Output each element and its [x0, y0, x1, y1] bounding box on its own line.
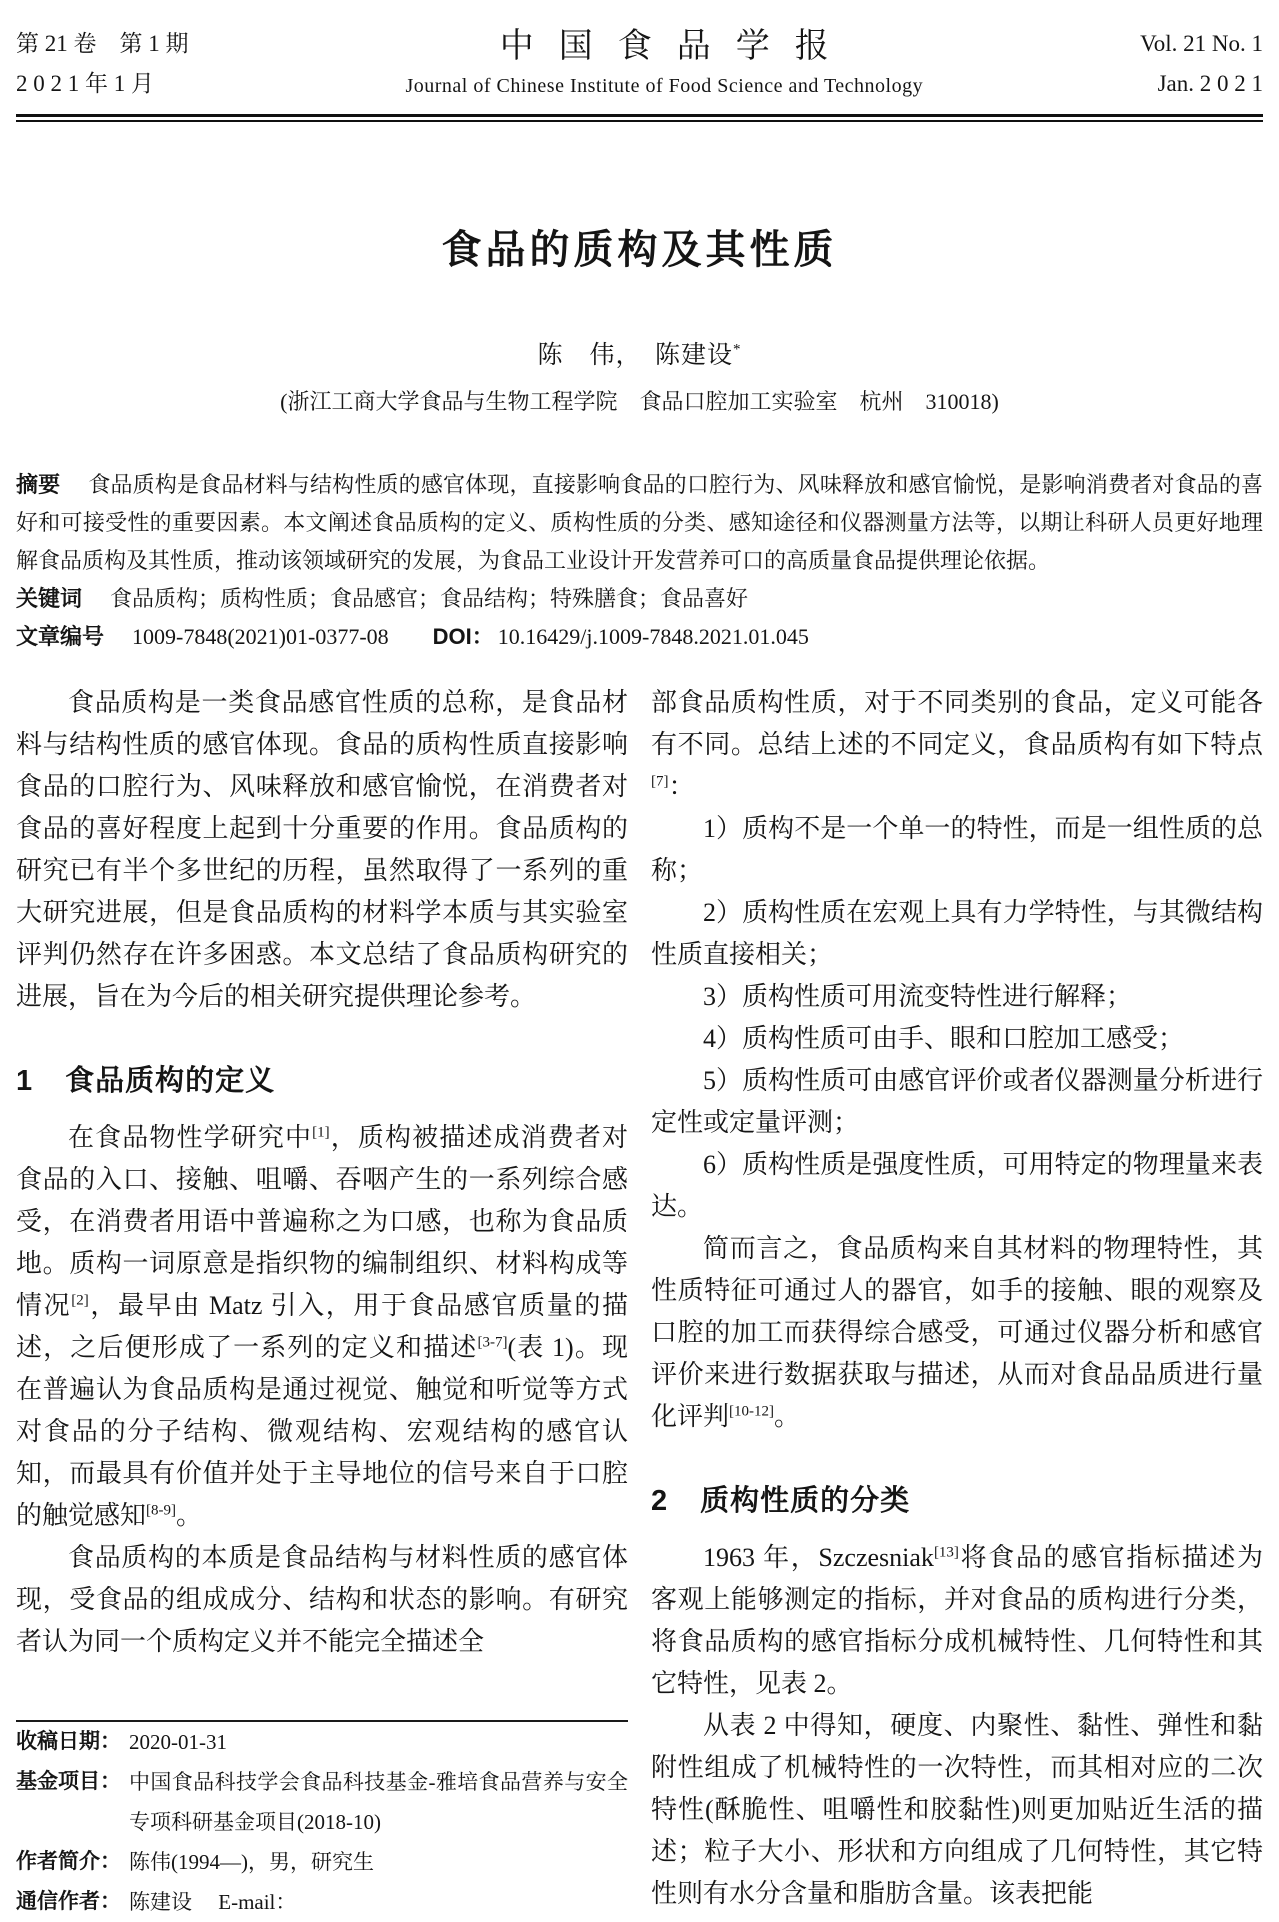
journal-running-head [16, 24, 1263, 104]
date-en: Jan. 2 0 2 1 [1157, 71, 1263, 96]
funding-label: 基金项目： [16, 1770, 121, 1793]
received-date-value: 2020-01-31 [129, 1730, 227, 1754]
funding-value: 中国食品科技学会食品科技基金-雅培食品营养与安全专项科研基金项目(2018-10) [129, 1770, 628, 1834]
paragraph: 5）质构性质可由感官评价或者仪器测量分析进行定性或定量评测； [651, 1066, 1263, 1137]
paragraph: 3）质构性质可用流变特性进行解释； [703, 982, 1133, 1011]
paragraph: 食品质构是一类食品感官性质的总称，是食品材料与结构性质的感官体现。食品的质构性质直接影响食品的口腔行为、风味释放和感官愉悦，在消费者对食品的喜好程度上起到十分重要的作用。食品质构的研究已有半个多世纪的历程，虽然取得了一系列的重大研究进展，但是食品质构的材料学本质与其实验室评判仍然存在许多困惑。本文总结了食品质构研究的进展，旨在为今后的相关研究提供理论参考。 [16, 688, 628, 1011]
paragraph: 1963 年，Szczesniak[13]将食品的感官指标描述为客观上能够测定的指标，并对食品的质构进行分类，将食品质构的感官指标分成机械特性、几何特性和其它特性，见表 2。 [651, 1543, 1263, 1698]
citation-superscript: [3-7] [477, 1334, 508, 1351]
corresponding-author-label: 通信作者： [16, 1890, 121, 1913]
citation-superscript: [10-12] [729, 1403, 775, 1420]
article-number-label: 文章编号 [16, 624, 105, 649]
section-number: 2 [651, 1485, 669, 1517]
corresponding-author-mark: * [733, 341, 742, 358]
left-column [16, 682, 628, 1922]
journal-title-en: Journal of Chinese Institute of Food Science and Technology [405, 75, 924, 97]
received-date-label: 收稿日期： [16, 1730, 121, 1753]
section-heading: 2 质构性质的分类 [651, 1485, 911, 1517]
keywords-label: 关键词 [16, 586, 83, 611]
keywords [16, 580, 1263, 618]
doi-value: 10.16429/j.1009-7848.2021.01.045 [497, 624, 809, 649]
article-number-value: 1009-7848(2021)01-0377-08 [132, 624, 389, 649]
paragraph: 在食品物性学研究中[1]，质构被描述成消费者对食品的入口、接触、咀嚼、吞咽产生的一系列综合感受，在消费者用语中普遍称之为口感，也称为食品质地。质构一词原意是指织物的编制组织、材料构成等情况[2]，最早由 Matz 引入，用于食品感官质量的描述，之后便形成了一系列的定义和描述[3-7](表 1)。现在普遍认为食品质构是通过视觉、触觉和听觉等方式对食品的分子结构、微观结构、宏观结构的感官认知，而最具有价值并处于主导地位的信号来自于口腔的触觉感知[8-9]。 [16, 1123, 628, 1530]
right-column [651, 682, 1263, 1922]
left-column-text [16, 682, 628, 1663]
right-column-text [651, 682, 1263, 1915]
affiliation: (浙江工商大学食品与生物工程学院 食品口腔加工实验室 杭州 310018) [280, 389, 999, 414]
footnote-row-author-bio [16, 1842, 628, 1882]
paragraph: 食品质构的本质是食品结构与材料性质的感官体现，受食品的组成成分、结构和状态的影响。有研究者认为同一个质构定义并不能完全描述全 [16, 1543, 628, 1656]
issue-info-en [1140, 24, 1263, 104]
journal-title-cn: 中国食品学报 [499, 28, 854, 65]
citation-superscript: [13] [933, 1544, 959, 1561]
footnote-row-funding [16, 1762, 628, 1842]
footnote [16, 1708, 628, 1922]
paragraph: 4）质构性质可由手、眼和口腔加工感受； [703, 1024, 1185, 1053]
issue-info-cn [16, 24, 189, 104]
abstract [16, 466, 1263, 580]
abstract-label: 摘要 [16, 472, 61, 497]
body-columns [16, 682, 1263, 1922]
date-cn: 2 0 2 1 年 1 月 [16, 71, 154, 96]
volume-issue-en: Vol. 21 No. 1 [1140, 31, 1263, 56]
paragraph: 部食品质构性质，对于不同类别的食品，定义可能各有不同。总结上述的不同定义，食品质构有如下特点[7]： [651, 688, 1263, 801]
author-names: 陈 伟， 陈建设 [537, 342, 733, 369]
article-number-line [16, 618, 1263, 656]
section-number: 1 [16, 1065, 34, 1097]
author-bio-value: 陈伟(1994—)，男，研究生 [129, 1850, 374, 1874]
header-divider [16, 114, 1263, 122]
citation-superscript: [1] [312, 1124, 330, 1141]
citation-superscript: [8-9] [146, 1502, 177, 1519]
corresponding-author-value: 陈建设 E-mail： [129, 1890, 297, 1914]
author-bio-label: 作者简介： [16, 1850, 121, 1873]
doi-label: DOI： [432, 624, 494, 649]
authors-line [16, 335, 1263, 371]
volume-issue-cn: 第 21 卷 第 1 期 [16, 31, 189, 56]
paragraph: 从表 2 中得知，硬度、内聚性、黏性、弹性和黏附性组成了机械特性的一次特性，而其相对应的二次特性(酥脆性、咀嚼性和胶黏性)则更加贴近生活的描述；粒子大小、形状和方向组成了几何特性，其它特性则有水分含量和脂肪含量。该表把能 [651, 1711, 1263, 1908]
paragraph: 简而言之，食品质构来自其材料的物理特性，其性质特征可通过人的器官，如手的接触、眼的观察及口腔的加工而获得综合感受，可通过仪器分析和感官评价来进行数据获取与描述，从而对食品品质进行量化评判[10-12]。 [651, 1234, 1263, 1431]
citation-superscript: [2] [71, 1292, 89, 1309]
citation-superscript: [7] [651, 773, 669, 790]
paragraph: 2）质构性质在宏观上具有力学特性，与其微结构性质直接相关； [651, 898, 1263, 969]
journal-title-block [189, 25, 1141, 103]
section-heading: 1 食品质构的定义 [16, 1065, 276, 1097]
footnote-row-corresponding [16, 1882, 628, 1922]
footnote-row-received [16, 1722, 628, 1762]
article-meta [16, 466, 1263, 656]
abstract-text: 食品质构是食品材料与结构性质的感官体现，直接影响食品的口腔行为、风味释放和感官愉悦，是影响消费者对食品的喜好和可接受性的重要因素。本文阐述食品质构的定义、质构性质的分类、感知途径和仪器测量方法等，以期让科研人员更好地理解食品质构及其性质，推动该领域研究的发展，为食品工业设计开发营养可口的高质量食品提供理论依据。 [16, 472, 1263, 573]
paragraph: 6）质构性质是强度性质，可用特定的物理量来表达。 [651, 1150, 1263, 1221]
keywords-text: 食品质构；质构性质；食品感官；食品结构；特殊膳食；食品喜好 [110, 586, 749, 611]
article-title: 食品的质构及其性质 [441, 228, 838, 272]
paragraph: 1）质构不是一个单一的特性，而是一组性质的总称； [651, 814, 1263, 885]
